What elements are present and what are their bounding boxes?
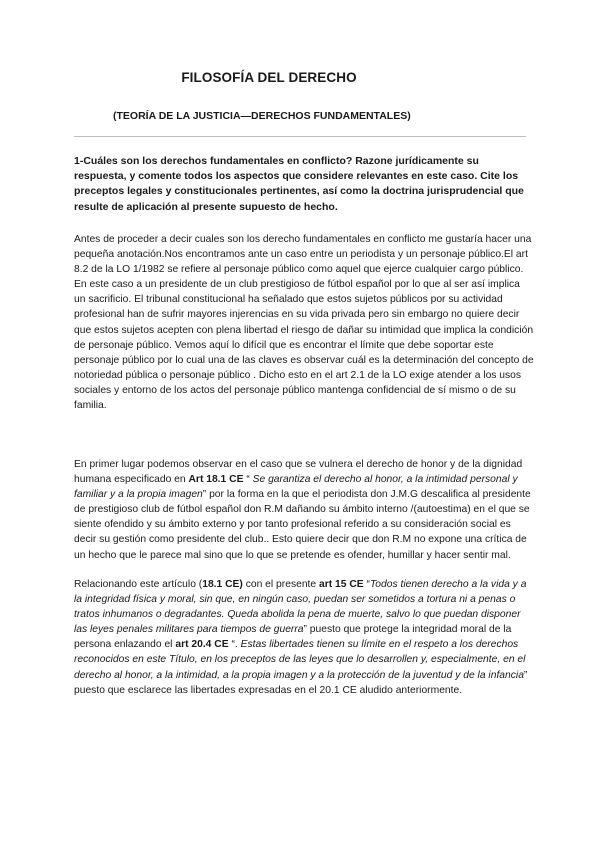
question-text: 1-Cuáles son los derechos fundamentales en conflicto? Razone jurídicamente su respuesta, y comente todos los aspectos que considere relevantes en este caso. Cite los preceptos legales y constitucionales pertinentes, así como la doctrina jurisprudencial que resulte de aplicación al presente supuesto de hecho. bbox=[74, 155, 524, 213]
text-run: ” por la forma en la que el periodista don J.M.G descalifica al presidente de prestigioso club de fútbol español don R.M dañando su ámbito interno /(autoestima) en el que se siente ofendido y su ámbito externo y por tanto profesional referido a su consideración social es decir su gestión como presidente del club.. Esto quiere decir que don R.M no expone una crítica de un hecho que le parece mal sino que lo que se pretende es ofender, humillar y hacer sentir mal. bbox=[74, 489, 531, 561]
paragraph-intro: Antes de proceder a decir cuales son los derecho fundamentales en conflicto me gustaría hacer una pequeña anotación.Nos encontramos ante un caso entre un periodista y un personaje público.El art 8.2 de la LO 1/1982 se refiere al personaje público como aquel que ejerce cualquier cargo público. En este caso a un presidente de un club prestigioso de fútbol español por lo que al ser así implica un sacrificio. El tribunal constitucional ha señalado que estos sujetos públicos por su actividad profesional han de sufrir mayores injerencias en su vida privada pero sin embargo no quiere decir que estos sujetos acepten con plena libertad el riesgo de dañar su intimidad que implica la condición de personaje público. Vemos aquí lo difícil que es encontrar el límite que debe soportar este personaje público por lo cual una de las claves es observar cuál es la determinación del concepto de notoriedad pública o personaje público . Dicho esto en el art 2.1 de la LO exige atender a los usos sociales y entorno de los actos del personaje público mantenga confidencial de sí mismo o de su familia. bbox=[74, 234, 534, 412]
article-reference: 18.1 CE) bbox=[202, 579, 243, 590]
article-reference: art 20.4 CE bbox=[175, 639, 229, 651]
text-run: En primer lugar podemos observar en el caso que se vulnera el derecho de honor y de la dignidad humana especificado en bbox=[74, 459, 523, 486]
text-run: “ bbox=[243, 474, 253, 486]
horizontal-divider bbox=[74, 136, 526, 137]
document-title: FILOSOFÍA DEL DERECHO bbox=[181, 70, 357, 85]
text-run: “. bbox=[228, 639, 241, 651]
legal-quote: Se garantiza el derecho al honor, a la intimidad personal y familiar y a la propia imagen bbox=[74, 474, 518, 501]
legal-quote: Todos tienen derecho a la vida y a la integridad física y moral, sin que, en ningún caso, puedan ser sometidos a tortura ni a penas o tratos inhumanos o degradantes. Queda abolida la pena de muerte, salvo lo que puedan disponer las leyes penales militares para tiempos de guerra bbox=[74, 579, 527, 636]
article-reference: art 15 CE bbox=[319, 579, 364, 590]
paragraph-relation bbox=[74, 577, 534, 698]
document-subtitle: (TEORÍA DE LA JUSTICIA—DERECHOS FUNDAMENTALES) bbox=[113, 110, 411, 122]
paragraph-honor bbox=[74, 457, 534, 563]
article-reference: Art 18.1 CE bbox=[188, 474, 244, 486]
legal-quote: Estas libertades tienen su límite en el respeto a los derechos reconocidos en este Título, en los preceptos de las leyes que lo desarrollen y, especialmente, en el derecho al honor, a la intimidad, a la propia imagen y a la protección de la juventud y de la infancia bbox=[74, 639, 526, 681]
text-run: Relacionando este artículo ( bbox=[74, 579, 203, 590]
text-run: “ bbox=[363, 579, 370, 590]
text-run: ” puesto que protege la integridad moral de la persona enlazando el bbox=[74, 624, 512, 651]
text-run: ” puesto que esclarece las libertades expresadas en el 20.1 CE aludido anteriormente. bbox=[74, 669, 528, 696]
text-run: con el presente bbox=[242, 579, 319, 590]
